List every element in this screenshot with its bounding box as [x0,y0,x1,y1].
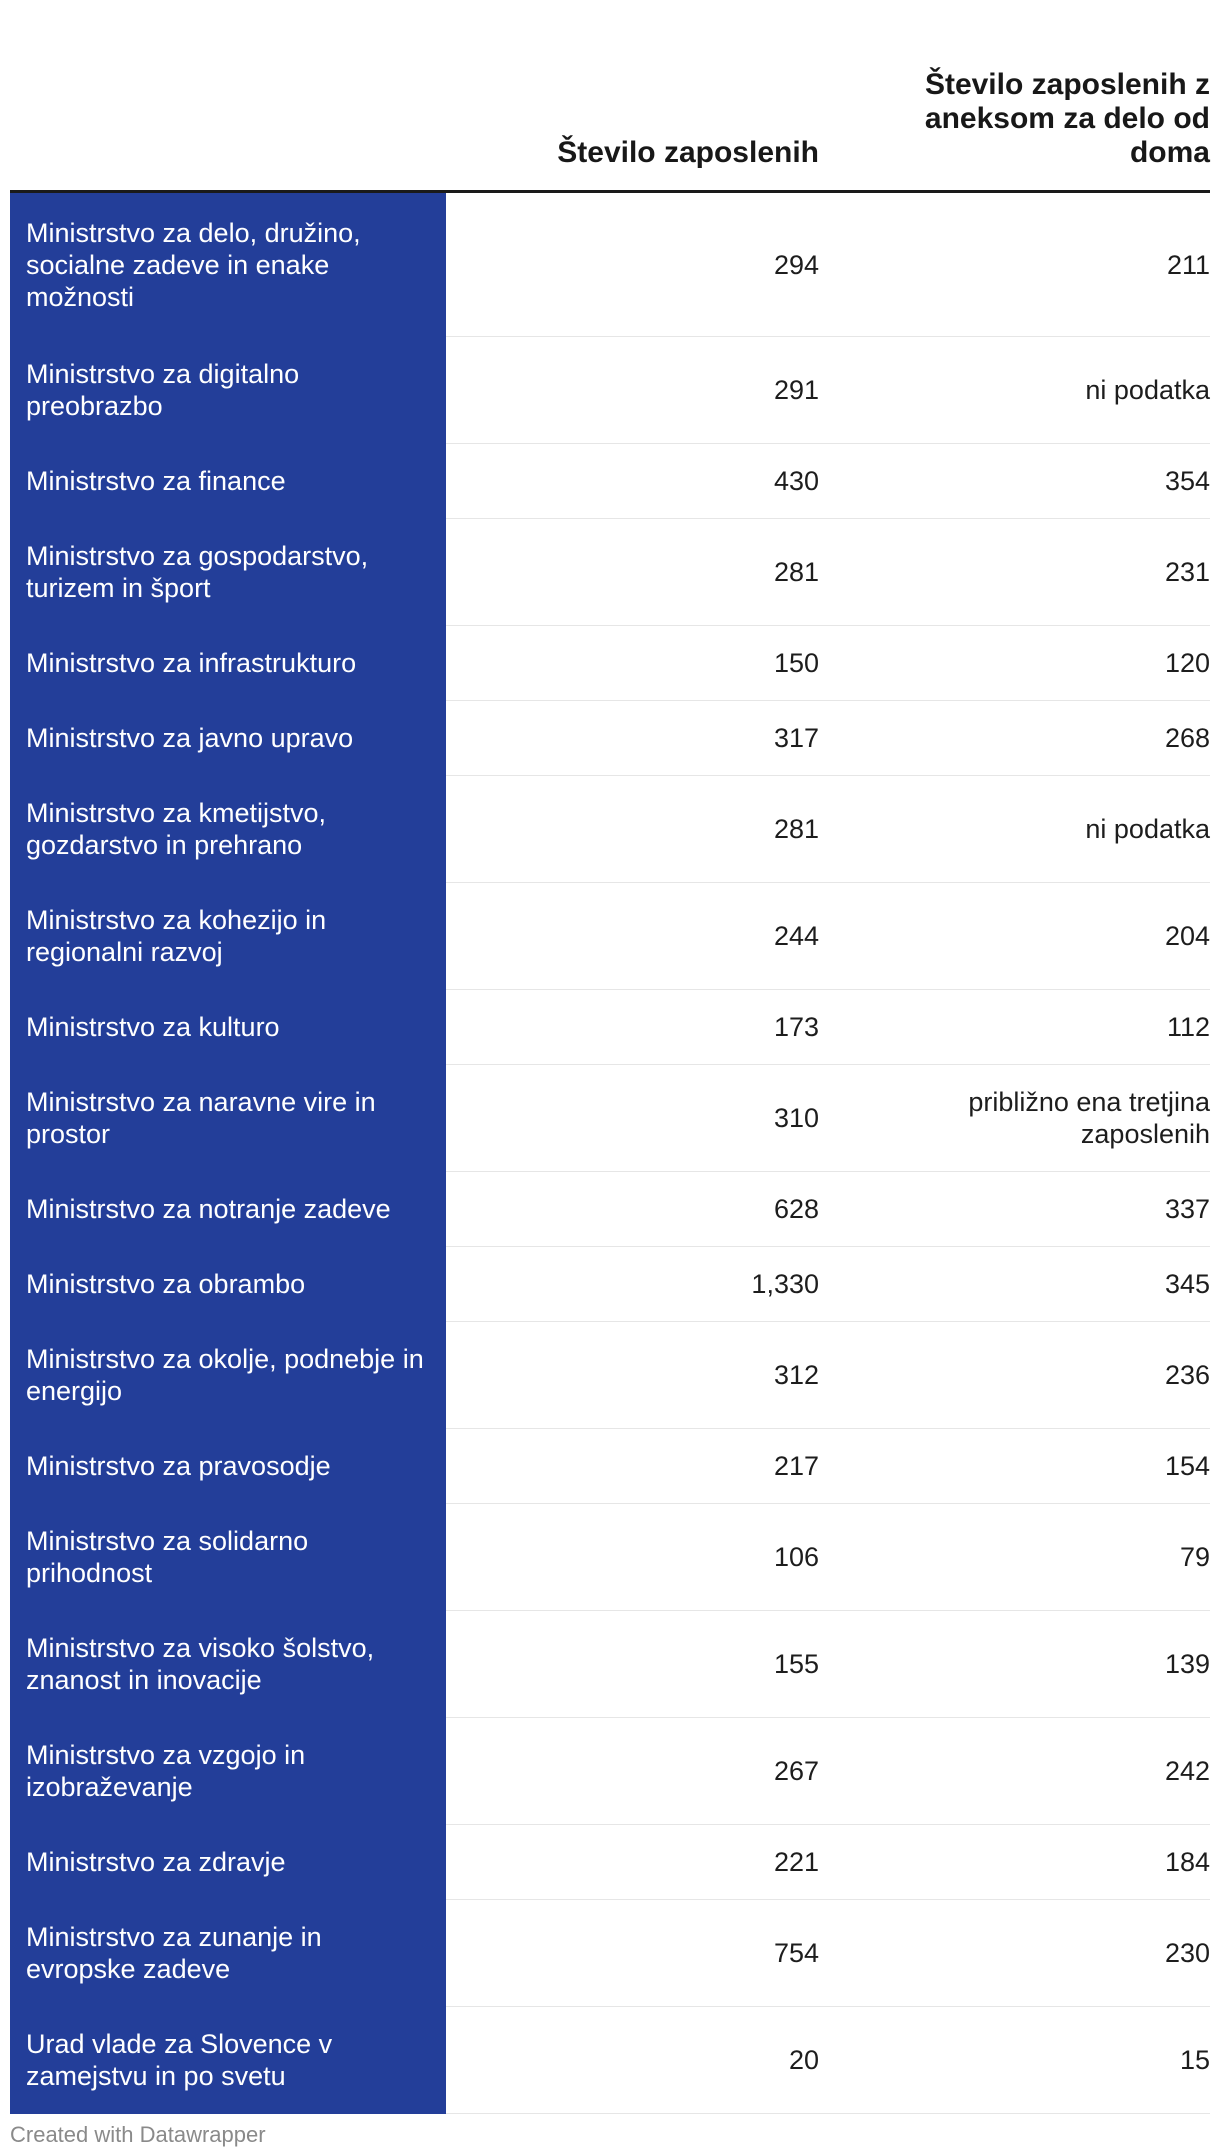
employees-cell: 430 [446,444,844,519]
table-row [10,990,1210,1065]
ministry-name-cell: Ministrstvo za obrambo [10,1247,446,1322]
table-row [10,1172,1210,1247]
table-row [10,2007,1210,2114]
wfh-employees-cell: približno ena tretjina zaposlenih [844,1065,1210,1172]
wfh-employees-cell: 112 [844,990,1210,1065]
ministry-name-cell: Ministrstvo za kmetijstvo, gozdarstvo in prehrano [10,776,446,883]
table-body [10,192,1210,2114]
wfh-employees-cell: 231 [844,519,1210,626]
wfh-employees-cell: 79 [844,1504,1210,1611]
wfh-employees-cell: 120 [844,626,1210,701]
employees-cell: 754 [446,1900,844,2007]
wfh-employees-cell: 345 [844,1247,1210,1322]
wfh-employees-cell: 139 [844,1611,1210,1718]
data-table-container [10,0,1210,2114]
table-row [10,519,1210,626]
table-row [10,337,1210,444]
employees-cell: 281 [446,776,844,883]
wfh-employees-cell: 15 [844,2007,1210,2114]
ministry-name-cell: Ministrstvo za pravosodje [10,1429,446,1504]
ministry-name-cell: Ministrstvo za kohezijo in regionalni razvoj [10,883,446,990]
table-row [10,776,1210,883]
table-row [10,1611,1210,1718]
employees-cell: 20 [446,2007,844,2114]
wfh-employees-cell: 211 [844,192,1210,337]
employees-cell: 628 [446,1172,844,1247]
employees-cell: 310 [446,1065,844,1172]
table-row [10,1065,1210,1172]
employees-cell: 221 [446,1825,844,1900]
wfh-employees-cell: 236 [844,1322,1210,1429]
ministry-name-cell: Ministrstvo za digitalno preobrazbo [10,337,446,444]
ministry-name-cell: Ministrstvo za naravne vire in prostor [10,1065,446,1172]
employees-cell: 1,330 [446,1247,844,1322]
table-row [10,1322,1210,1429]
ministry-name-cell: Ministrstvo za zunanje in evropske zadeve [10,1900,446,2007]
header-wfh-column[interactable]: Število zaposlenih z aneksom za delo od doma [844,0,1210,192]
table-row [10,1900,1210,2007]
wfh-employees-cell: 337 [844,1172,1210,1247]
table-row [10,1429,1210,1504]
datawrapper-credit: Created with Datawrapper [10,2122,266,2147]
data-table [10,0,1210,2114]
ministry-name-cell: Ministrstvo za delo, družino, socialne zadeve in enake možnosti [10,192,446,337]
ministry-name-cell: Ministrstvo za visoko šolstvo, znanost in inovacije [10,1611,446,1718]
header-name-column[interactable] [10,0,446,192]
wfh-employees-cell: 184 [844,1825,1210,1900]
employees-cell: 244 [446,883,844,990]
employees-cell: 291 [446,337,844,444]
table-row [10,444,1210,519]
table-row [10,883,1210,990]
header-employees-column[interactable]: Število zaposlenih [446,0,844,192]
table-row [10,1504,1210,1611]
table-row [10,626,1210,701]
ministry-name-cell: Ministrstvo za gospodarstvo, turizem in šport [10,519,446,626]
employees-cell: 106 [446,1504,844,1611]
ministry-name-cell: Urad vlade za Slovence v zamejstvu in po svetu [10,2007,446,2114]
employees-cell: 217 [446,1429,844,1504]
employees-cell: 267 [446,1718,844,1825]
table-row [10,1825,1210,1900]
wfh-employees-cell: 230 [844,1900,1210,2007]
table-row [10,1718,1210,1825]
ministry-name-cell: Ministrstvo za solidarno prihodnost [10,1504,446,1611]
employees-cell: 281 [446,519,844,626]
employees-cell: 155 [446,1611,844,1718]
wfh-employees-cell: 268 [844,701,1210,776]
ministry-name-cell: Ministrstvo za infrastrukturo [10,626,446,701]
wfh-employees-cell: 204 [844,883,1210,990]
wfh-employees-cell: 242 [844,1718,1210,1825]
employees-cell: 150 [446,626,844,701]
wfh-employees-cell: ni podatka [844,337,1210,444]
wfh-employees-cell: ni podatka [844,776,1210,883]
wfh-employees-cell: 154 [844,1429,1210,1504]
ministry-name-cell: Ministrstvo za finance [10,444,446,519]
table-row [10,192,1210,337]
employees-cell: 312 [446,1322,844,1429]
employees-cell: 294 [446,192,844,337]
table-row [10,701,1210,776]
table-header [10,0,1210,192]
ministry-name-cell: Ministrstvo za notranje zadeve [10,1172,446,1247]
ministry-name-cell: Ministrstvo za kulturo [10,990,446,1065]
ministry-name-cell: Ministrstvo za javno upravo [10,701,446,776]
header-row [10,0,1210,192]
ministry-name-cell: Ministrstvo za zdravje [10,1825,446,1900]
table-row [10,1247,1210,1322]
employees-cell: 317 [446,701,844,776]
wfh-employees-cell: 354 [844,444,1210,519]
ministry-name-cell: Ministrstvo za vzgojo in izobraževanje [10,1718,446,1825]
employees-cell: 173 [446,990,844,1065]
ministry-name-cell: Ministrstvo za okolje, podnebje in energijo [10,1322,446,1429]
